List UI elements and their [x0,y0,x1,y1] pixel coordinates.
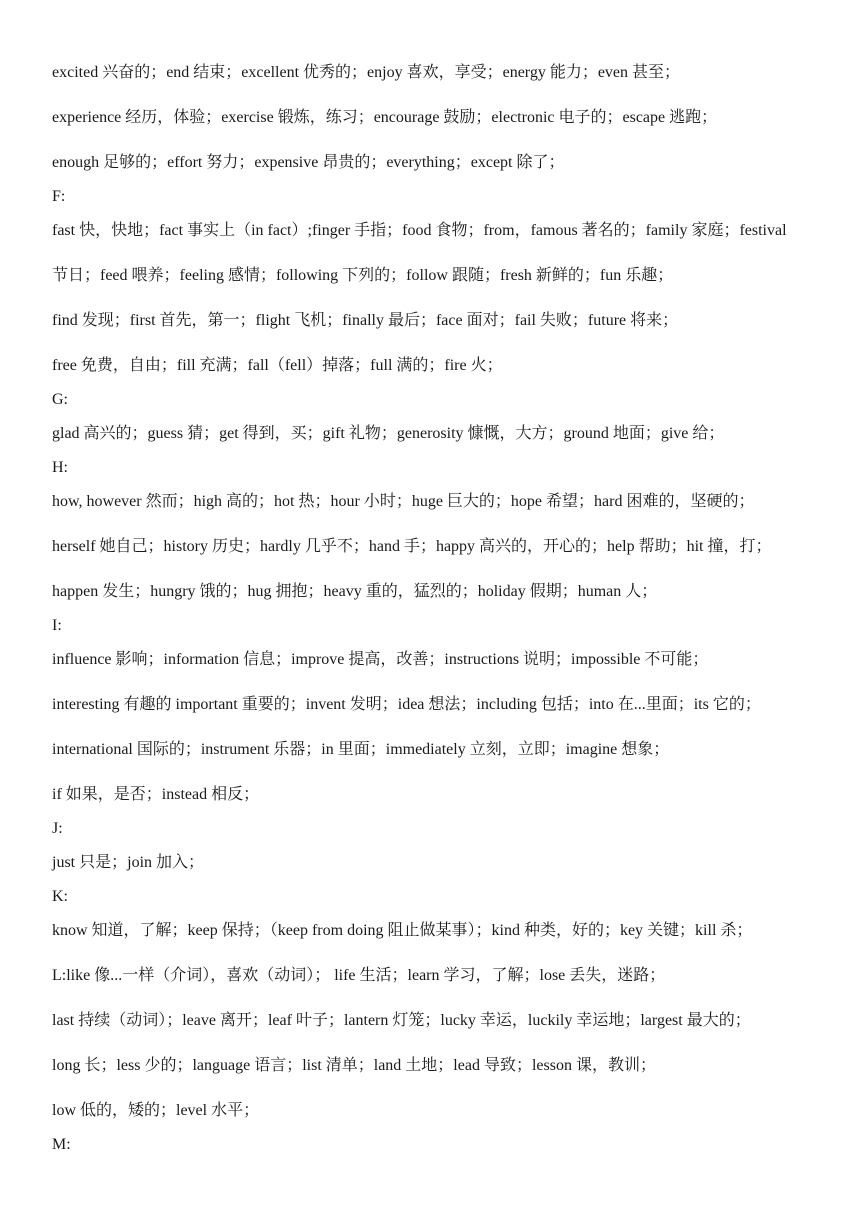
vocab-line-i4: if 如果，是否；instead 相反； [52,786,260,803]
vocab-line-i2: interesting 有趣的 important 重要的；invent 发明；idea 想法；including 包括；into 在...里面；its 它的； [52,696,761,713]
document-page [52,62,822,1168]
section-header-h: H: [52,459,68,476]
vocab-line-f1: fast 快，快地；fact 事实上（in fact）;finger 手指；food 食物；from，famous 著名的；family 家庭；festival [52,222,787,239]
section-header-m: M: [52,1136,71,1153]
section-header-j: J: [52,820,63,837]
vocab-line-i3: international 国际的；instrument 乐器；in 里面；immediately 立刻，立即；imagine 想象； [52,741,670,758]
vocab-line-e2: experience 经历，体验；exercise 锻炼，练习；encourage 鼓励；electronic 电子的；escape 逃跑； [52,109,718,126]
vocab-line-i1: influence 影响；information 信息；improve 提高，改善；instructions 说明；impossible 不可能； [52,651,709,668]
vocab-line-k1: know 知道，了解；keep 保持；（keep from doing 阻止做某事）；kind 种类，好的；key 关键；kill 杀； [52,922,753,939]
vocab-line-l2: last 持续（动词）；leave 离开；leaf 叶子；lantern 灯笼；lucky 幸运，luckily 幸运地；largest 最大的； [52,1012,751,1029]
vocab-line-f2: 节日；feed 喂养；feeling 感情；following 下列的；follow 跟随；fresh 新鲜的；fun 乐趣； [52,267,674,284]
vocab-line-l4: low 低的，矮的；level 水平； [52,1102,260,1119]
section-header-f: F: [52,188,66,205]
vocab-line-f4: free 免费，自由；fill 充满；fall（fell）掉落；full 满的；fire 火； [52,357,503,374]
section-header-g: G: [52,391,68,408]
vocab-line-l3: long 长；less 少的；language 语言；list 清单；land 土地；lead 导致；lesson 课，教训； [52,1057,656,1074]
vocab-line-j1: just 只是；join 加入； [52,854,205,871]
section-header-k: K: [52,888,68,905]
vocab-line-l1: L:like 像...一样（介词），喜欢（动词）； life 生活；learn 学习，了解；lose 丢失，迷路； [52,967,666,984]
vocab-line-e3: enough 足够的；effort 努力；expensive 昂贵的；everything；except 除了； [52,154,565,171]
vocab-line-g1: glad 高兴的；guess 猜；get 得到，买；gift 礼物；generosity 慷慨，大方；ground 地面；give 给； [52,425,725,442]
vocab-line-h3: happen 发生；hungry 饿的；hug 拥抱；heavy 重的，猛烈的；holiday 假期；human 人； [52,583,658,600]
vocab-line-h2: herself 她自己；history 历史；hardly 几乎不；hand 手；happy 高兴的，开心的；help 帮助；hit 撞，打； [52,538,772,555]
vocab-line-f3: find 发现；first 首先，第一；flight 飞机；finally 最后；face 面对；fail 失败；future 将来； [52,312,679,329]
vocab-line-e1: excited 兴奋的；end 结束；excellent 优秀的；enjoy 喜欢，享受；energy 能力；even 甚至； [52,64,681,81]
section-header-i: I: [52,617,62,634]
vocab-line-h1: how, however 然而；high 高的；hot 热；hour 小时；huge 巨大的；hope 希望；hard 困难的，坚硬的； [52,493,755,510]
